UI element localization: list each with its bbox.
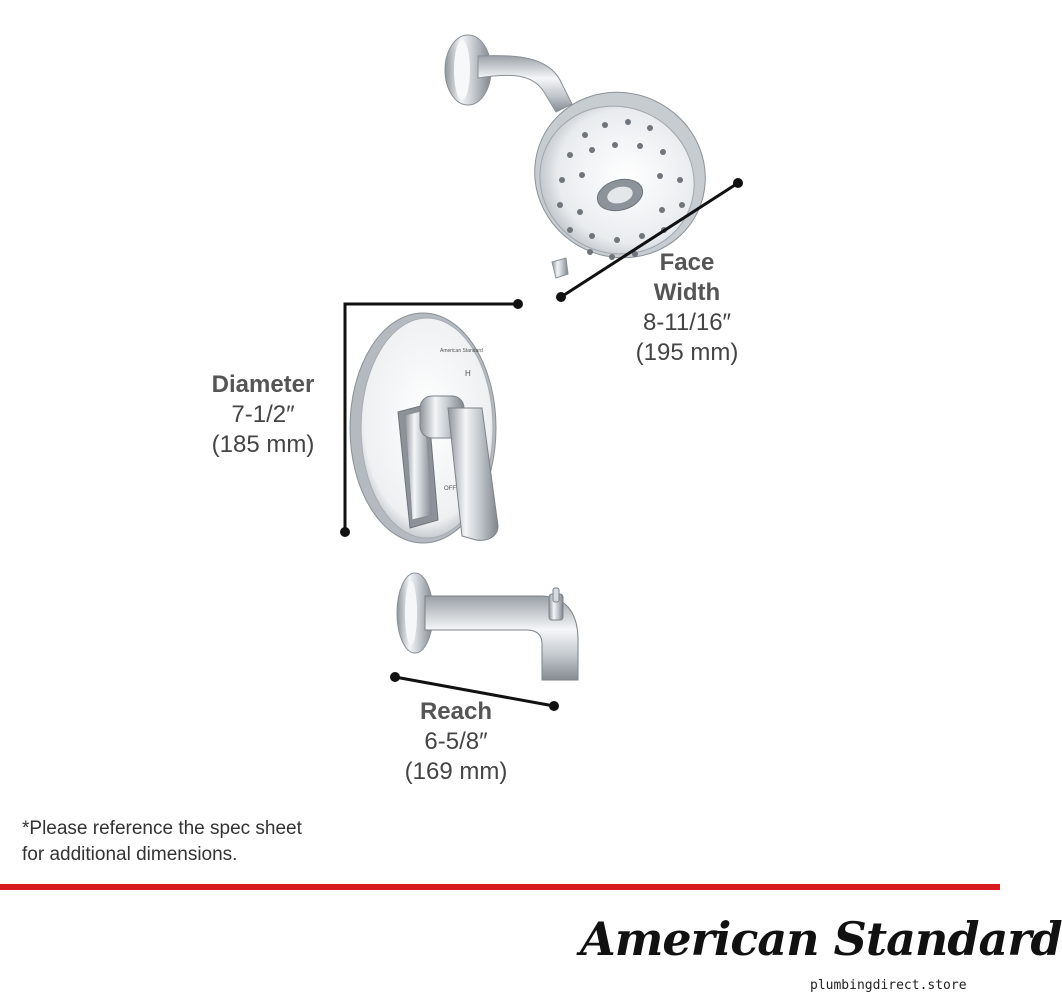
diameter-start-dot <box>513 299 523 309</box>
tub-spout-illustration <box>397 573 578 680</box>
face-width-metric: (195 mm) <box>635 339 739 366</box>
reach-name: Reach <box>419 698 493 725</box>
face-width-start-dot <box>556 292 566 302</box>
showerhead-spray-lever <box>552 258 568 278</box>
brand-divider-line <box>0 884 1000 890</box>
tub-spout-flange-highlight <box>405 581 417 645</box>
diameter-name: Diameter <box>211 371 315 398</box>
source-watermark: plumbingdirect.store <box>810 978 967 993</box>
valve-trim-illustration <box>350 313 498 543</box>
shower-flange-highlight <box>454 40 470 100</box>
valve-plate-brand-mark: American Standard <box>440 348 483 354</box>
diameter-end-dot <box>340 527 350 537</box>
face-width-name: Face Width <box>653 249 721 306</box>
footnote-line-1: *Please reference the spec sheet <box>22 818 302 839</box>
face-width-end-dot <box>733 178 743 188</box>
reach-end-dot <box>549 701 559 711</box>
footnote <box>22 816 302 868</box>
reach-metric: (169 mm) <box>404 758 508 785</box>
diameter-metric: (185 mm) <box>211 431 315 458</box>
valve-marking-hot: H <box>465 369 471 378</box>
reach-label <box>381 697 531 787</box>
reach-start-dot <box>390 672 400 682</box>
tub-spout-diverter-stem <box>553 588 559 602</box>
diameter-imperial: 7-1/2″ <box>231 401 295 428</box>
face-width-imperial: 8-11/16″ <box>642 309 732 336</box>
reach-imperial: 6-5/8″ <box>424 728 488 755</box>
shower-arm <box>478 56 572 112</box>
footnote-line-2: for additional dimensions. <box>22 844 238 865</box>
diameter-label <box>188 370 338 460</box>
face-width-label <box>612 248 762 368</box>
valve-marking-off: OFF <box>444 486 456 492</box>
american-standard-logo: American Standard <box>580 912 1062 966</box>
